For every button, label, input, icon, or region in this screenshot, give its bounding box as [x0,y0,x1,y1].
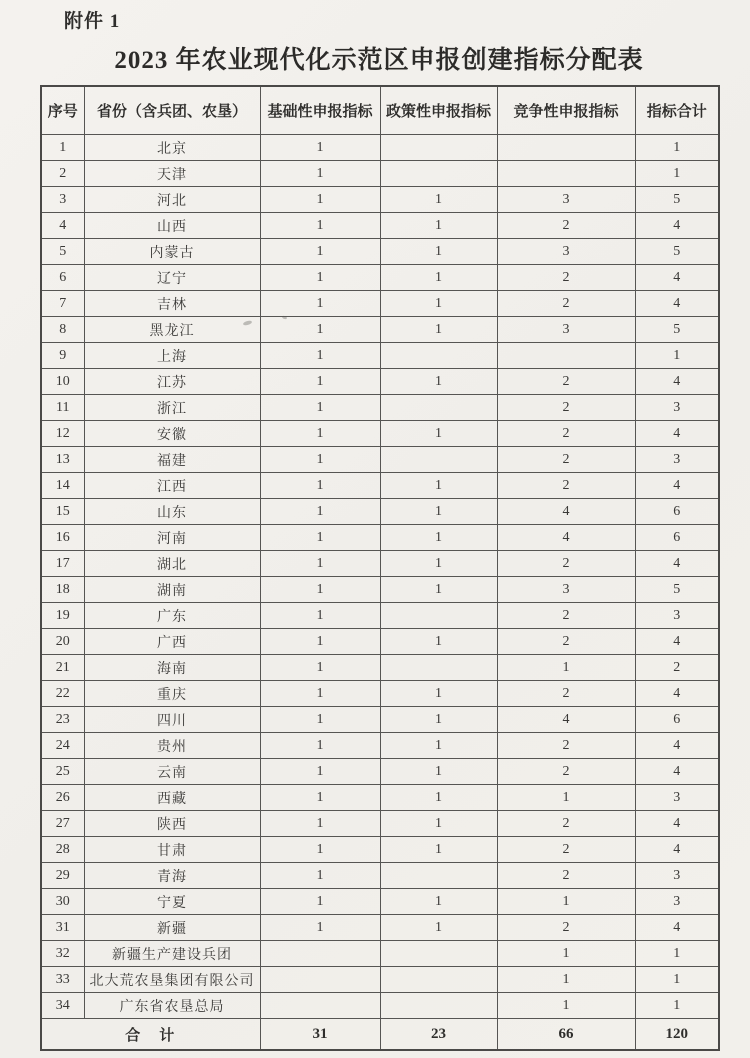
page-title: 2023 年农业现代化示范区申报创建指标分配表 [114,47,644,74]
table-body [41,135,719,1019]
cell-competitive: 2 [497,603,635,629]
cell-total: 5 [635,317,719,343]
cell-total: 5 [635,239,719,265]
cell-no: 25 [41,759,84,785]
cell-basic: 1 [260,291,380,317]
cell-basic: 1 [260,473,380,499]
cell-province: 山西 [84,213,260,239]
cell-no: 7 [41,291,84,317]
cell-province: 贵州 [84,733,260,759]
cell-total: 1 [635,343,719,369]
cell-no: 26 [41,785,84,811]
cell-total: 4 [635,473,719,499]
cell-basic: 1 [260,707,380,733]
allocation-table-container [40,85,718,1051]
cell-province: 湖北 [84,551,260,577]
cell-province: 广东 [84,603,260,629]
cell-policy [380,135,497,161]
cell-province: 四川 [84,707,260,733]
cell-province: 河南 [84,525,260,551]
cell-competitive: 1 [497,967,635,993]
cell-policy [380,447,497,473]
cell-policy: 1 [380,525,497,551]
cell-policy: 1 [380,577,497,603]
table-row [41,551,719,577]
table-row [41,863,719,889]
cell-total: 4 [635,811,719,837]
cell-no: 22 [41,681,84,707]
cell-total: 4 [635,369,719,395]
table-row [41,317,719,343]
table-row [41,499,719,525]
cell-policy: 1 [380,317,497,343]
cell-no: 10 [41,369,84,395]
cell-competitive [497,135,635,161]
cell-basic: 1 [260,499,380,525]
cell-total: 1 [635,135,719,161]
cell-no: 14 [41,473,84,499]
cell-competitive: 4 [497,499,635,525]
cell-competitive: 2 [497,291,635,317]
cell-policy: 1 [380,785,497,811]
cell-basic: 1 [260,889,380,915]
cell-basic: 1 [260,681,380,707]
cell-basic: 1 [260,447,380,473]
cell-basic: 1 [260,239,380,265]
cell-province: 新疆 [84,915,260,941]
cell-no: 6 [41,265,84,291]
cell-province: 陕西 [84,811,260,837]
cell-basic: 1 [260,863,380,889]
cell-policy: 1 [380,889,497,915]
table-row [41,525,719,551]
cell-competitive: 2 [497,551,635,577]
cell-competitive: 1 [497,941,635,967]
cell-basic: 1 [260,837,380,863]
cell-basic: 1 [260,603,380,629]
table-row [41,837,719,863]
table-row [41,265,719,291]
cell-province: 辽宁 [84,265,260,291]
cell-no: 13 [41,447,84,473]
cell-province: 山东 [84,499,260,525]
table-row [41,421,719,447]
cell-no: 17 [41,551,84,577]
cell-basic: 1 [260,395,380,421]
cell-competitive: 3 [497,239,635,265]
cell-competitive: 1 [497,993,635,1019]
cell-no: 4 [41,213,84,239]
cell-basic: 1 [260,551,380,577]
cell-competitive: 2 [497,629,635,655]
cell-total: 1 [635,967,719,993]
cell-no: 2 [41,161,84,187]
cell-no: 27 [41,811,84,837]
cell-policy [380,863,497,889]
footer-basic: 31 [260,1019,380,1051]
footer-policy: 23 [380,1019,497,1051]
cell-policy: 1 [380,291,497,317]
cell-no: 3 [41,187,84,213]
footer-total: 120 [635,1019,719,1051]
cell-basic: 1 [260,265,380,291]
cell-province: 西藏 [84,785,260,811]
cell-basic: 1 [260,655,380,681]
cell-policy [380,967,497,993]
cell-province: 安徽 [84,421,260,447]
cell-competitive: 2 [497,837,635,863]
cell-total: 4 [635,421,719,447]
cell-no: 24 [41,733,84,759]
cell-basic: 1 [260,577,380,603]
cell-policy: 1 [380,811,497,837]
cell-policy [380,941,497,967]
cell-total: 1 [635,993,719,1019]
cell-competitive: 2 [497,369,635,395]
cell-basic [260,967,380,993]
cell-total: 3 [635,785,719,811]
cell-total: 4 [635,759,719,785]
cell-competitive: 3 [497,317,635,343]
column-header-competitive: 竞争性申报指标 [497,86,635,135]
cell-total: 6 [635,707,719,733]
allocation-table [40,85,720,1051]
cell-province: 江苏 [84,369,260,395]
cell-no: 32 [41,941,84,967]
cell-total: 4 [635,629,719,655]
cell-basic: 1 [260,525,380,551]
cell-policy: 1 [380,551,497,577]
table-row [41,811,719,837]
cell-no: 11 [41,395,84,421]
table-row [41,473,719,499]
table-row [41,759,719,785]
cell-competitive: 3 [497,577,635,603]
table-row [41,655,719,681]
cell-basic: 1 [260,135,380,161]
table-row [41,603,719,629]
cell-policy: 1 [380,837,497,863]
cell-policy: 1 [380,369,497,395]
cell-no: 23 [41,707,84,733]
cell-policy: 1 [380,421,497,447]
table-row [41,967,719,993]
cell-total: 4 [635,265,719,291]
cell-province: 北京 [84,135,260,161]
cell-province: 河北 [84,187,260,213]
cell-policy [380,603,497,629]
cell-policy [380,161,497,187]
cell-competitive: 2 [497,213,635,239]
cell-no: 15 [41,499,84,525]
table-row [41,213,719,239]
cell-competitive: 2 [497,863,635,889]
cell-policy: 1 [380,265,497,291]
cell-competitive: 2 [497,759,635,785]
cell-province: 吉林 [84,291,260,317]
footer-label: 合 计 [41,1019,260,1051]
column-header-basic: 基础性申报指标 [260,86,380,135]
table-row [41,369,719,395]
cell-total: 1 [635,941,719,967]
table-row [41,447,719,473]
cell-total: 3 [635,863,719,889]
attachment-label: 附件 1 [64,11,121,32]
cell-policy: 1 [380,759,497,785]
cell-no: 19 [41,603,84,629]
cell-province: 黑龙江 [84,317,260,343]
cell-basic: 1 [260,187,380,213]
cell-total: 3 [635,447,719,473]
cell-total: 4 [635,915,719,941]
table-row [41,785,719,811]
cell-competitive: 3 [497,187,635,213]
cell-province: 江西 [84,473,260,499]
table-row [41,941,719,967]
cell-basic: 1 [260,213,380,239]
cell-total: 3 [635,889,719,915]
cell-policy [380,993,497,1019]
cell-province: 海南 [84,655,260,681]
cell-province: 广东省农垦总局 [84,993,260,1019]
table-row [41,577,719,603]
cell-competitive: 2 [497,395,635,421]
cell-policy: 1 [380,239,497,265]
cell-competitive: 2 [497,915,635,941]
cell-basic: 1 [260,343,380,369]
cell-no: 20 [41,629,84,655]
cell-basic: 1 [260,733,380,759]
table-row [41,343,719,369]
table-header [41,86,719,135]
cell-policy: 1 [380,733,497,759]
column-header-province: 省份（含兵团、农垦） [84,86,260,135]
cell-no: 18 [41,577,84,603]
cell-competitive: 2 [497,265,635,291]
cell-province: 天津 [84,161,260,187]
cell-competitive: 1 [497,655,635,681]
cell-province: 甘肃 [84,837,260,863]
cell-no: 31 [41,915,84,941]
table-row [41,291,719,317]
cell-competitive: 2 [497,733,635,759]
footer-row [41,1019,719,1051]
column-header-total: 指标合计 [635,86,719,135]
table-row [41,395,719,421]
cell-competitive: 2 [497,447,635,473]
cell-province: 宁夏 [84,889,260,915]
cell-no: 29 [41,863,84,889]
cell-no: 33 [41,967,84,993]
cell-province: 北大荒农垦集团有限公司 [84,967,260,993]
cell-total: 4 [635,291,719,317]
cell-total: 5 [635,187,719,213]
cell-total: 6 [635,525,719,551]
cell-competitive [497,343,635,369]
cell-no: 9 [41,343,84,369]
table-row [41,161,719,187]
cell-province: 湖南 [84,577,260,603]
cell-competitive: 2 [497,421,635,447]
footer-competitive: 66 [497,1019,635,1051]
cell-province: 云南 [84,759,260,785]
cell-province: 浙江 [84,395,260,421]
cell-policy: 1 [380,629,497,655]
cell-policy: 1 [380,915,497,941]
cell-total: 5 [635,577,719,603]
cell-total: 4 [635,551,719,577]
table-row [41,187,719,213]
table-row [41,629,719,655]
table-row [41,733,719,759]
cell-policy: 1 [380,707,497,733]
table-row [41,681,719,707]
cell-province: 新疆生产建设兵团 [84,941,260,967]
cell-no: 34 [41,993,84,1019]
cell-policy: 1 [380,499,497,525]
cell-basic: 1 [260,421,380,447]
cell-total: 4 [635,837,719,863]
cell-total: 3 [635,395,719,421]
cell-basic [260,993,380,1019]
table-footer [41,1019,719,1051]
cell-basic: 1 [260,785,380,811]
cell-basic: 1 [260,317,380,343]
cell-competitive: 4 [497,707,635,733]
column-header-policy: 政策性申报指标 [380,86,497,135]
cell-total: 2 [635,655,719,681]
cell-total: 6 [635,499,719,525]
table-row [41,135,719,161]
cell-basic: 1 [260,629,380,655]
table-row [41,707,719,733]
cell-basic [260,941,380,967]
cell-competitive: 2 [497,811,635,837]
cell-basic: 1 [260,915,380,941]
cell-no: 16 [41,525,84,551]
cell-no: 12 [41,421,84,447]
cell-competitive [497,161,635,187]
cell-competitive: 4 [497,525,635,551]
cell-competitive: 1 [497,785,635,811]
cell-basic: 1 [260,759,380,785]
cell-competitive: 2 [497,681,635,707]
cell-total: 4 [635,213,719,239]
cell-province: 青海 [84,863,260,889]
cell-total: 4 [635,681,719,707]
cell-basic: 1 [260,369,380,395]
cell-competitive: 1 [497,889,635,915]
table-row [41,915,719,941]
cell-total: 4 [635,733,719,759]
cell-policy [380,395,497,421]
cell-policy: 1 [380,681,497,707]
cell-basic: 1 [260,161,380,187]
cell-total: 1 [635,161,719,187]
cell-province: 重庆 [84,681,260,707]
cell-no: 30 [41,889,84,915]
cell-no: 21 [41,655,84,681]
cell-total: 3 [635,603,719,629]
column-header-no: 序号 [41,86,84,135]
cell-province: 福建 [84,447,260,473]
table-row [41,993,719,1019]
cell-basic: 1 [260,811,380,837]
table-row [41,889,719,915]
cell-policy: 1 [380,473,497,499]
header-row [41,86,719,135]
cell-no: 1 [41,135,84,161]
table-row [41,239,719,265]
cell-province: 广西 [84,629,260,655]
cell-policy: 1 [380,187,497,213]
cell-province: 内蒙古 [84,239,260,265]
cell-province: 上海 [84,343,260,369]
cell-policy: 1 [380,213,497,239]
cell-competitive: 2 [497,473,635,499]
cell-policy [380,343,497,369]
cell-no: 28 [41,837,84,863]
cell-no: 5 [41,239,84,265]
cell-policy [380,655,497,681]
cell-no: 8 [41,317,84,343]
